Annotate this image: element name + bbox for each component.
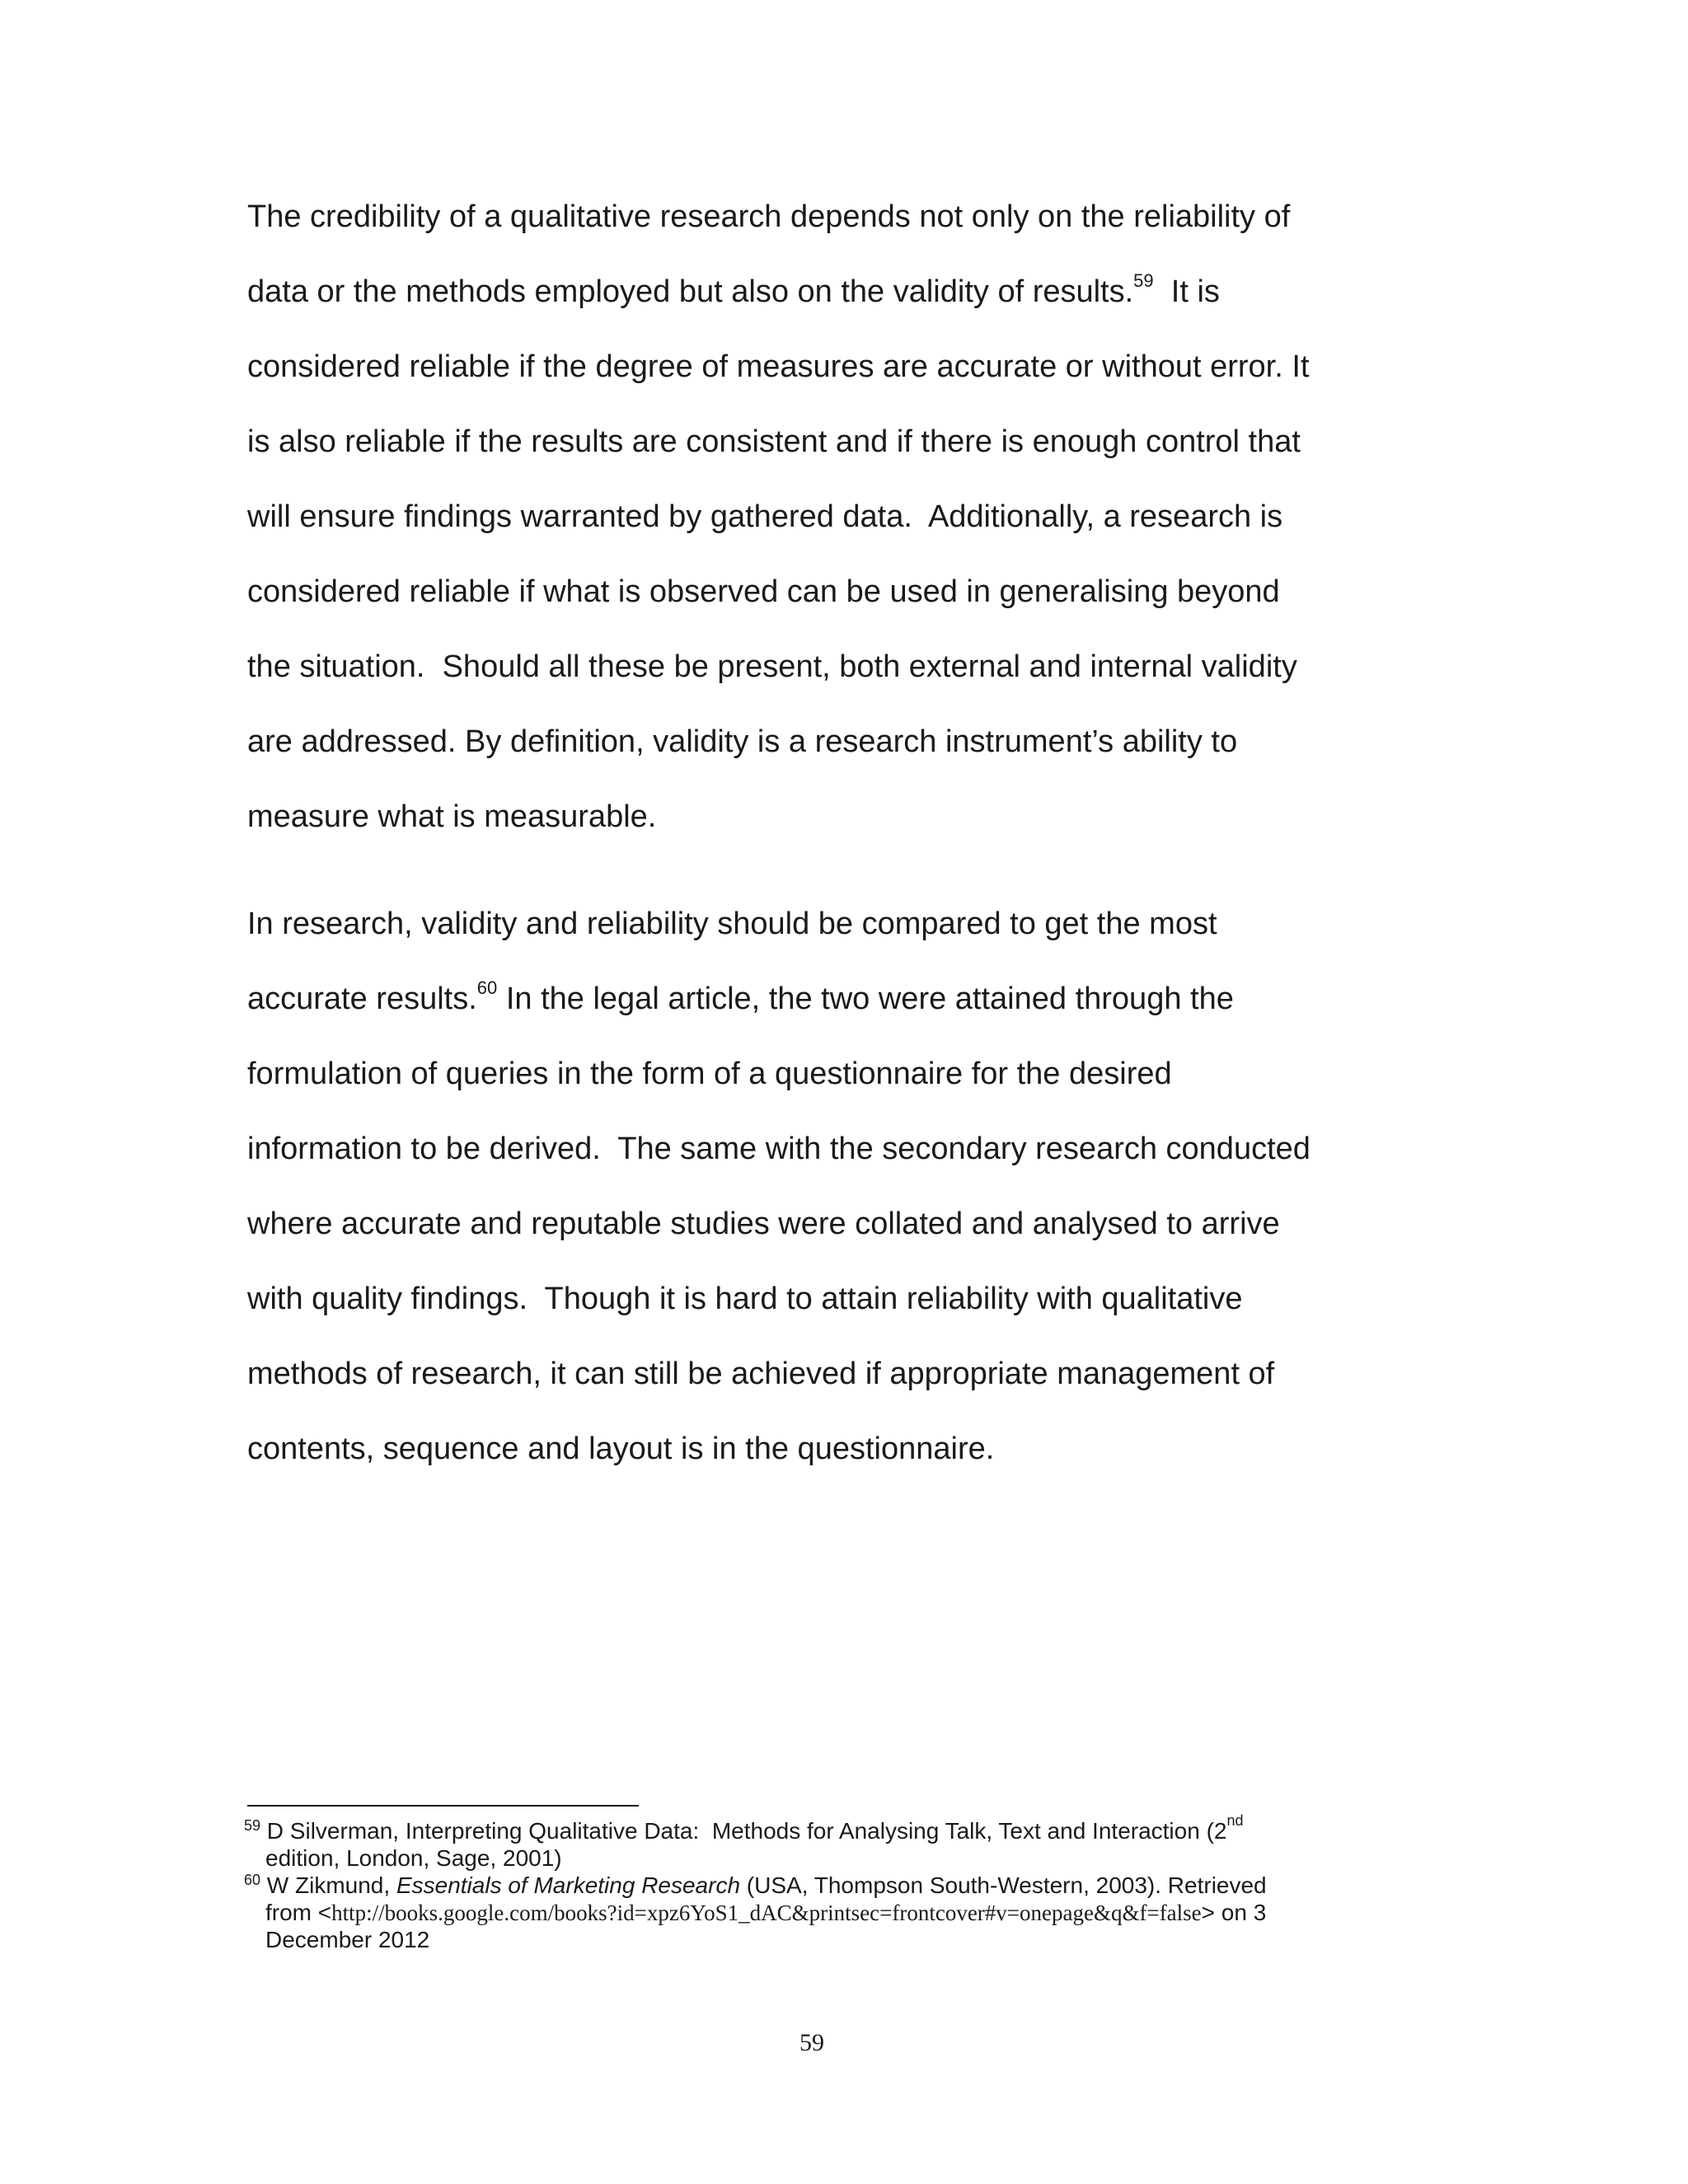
- paragraph-2-line-7: methods of research, it can still be achieved if appropriate management of: [247, 1357, 1275, 1391]
- paragraph-1-line-2-text: data or the methods employed but also on the validity of results.: [247, 274, 1134, 309]
- footnote-60-title: Essentials of Marketing Research: [396, 1872, 741, 1898]
- footnote-ref-60: 60: [476, 977, 498, 999]
- footnote-60-continuation: December 2012: [265, 1927, 430, 1952]
- paragraph-1-line-6: considered reliable if what is observed can be used in generalising beyond: [247, 574, 1280, 609]
- footnote-60-url: http://books.google.com/books?id=xpz6YoS1_dAC&printsec=frontcover#v=onepage&q&f=false: [331, 1900, 1202, 1925]
- paragraph-1-line-3: considered reliable if the degree of measures are accurate or without error. It: [247, 349, 1310, 384]
- paragraph-2-line-5: where accurate and reputable studies were collated and analysed to arrive: [247, 1207, 1280, 1241]
- footnote-59: [244, 1811, 1244, 1844]
- paragraph-2-line-4: information to be derived. The same with the secondary research conducted: [247, 1132, 1311, 1166]
- footnote-59-superscript: nd: [1226, 1811, 1244, 1829]
- paragraph-1-line-4: is also reliable if the results are consistent and if there is enough control that: [247, 424, 1301, 459]
- paragraph-1-line-7: the situation. Should all these be present, both external and internal validity: [247, 649, 1297, 684]
- footnote-60-rest: (USA, Thompson South-Western, 2003). Retrieved: [740, 1872, 1267, 1898]
- footnote-60: [244, 1872, 1267, 1899]
- paragraph-2-line-2: [247, 977, 1234, 1018]
- paragraph-1-line-5: will ensure findings warranted by gathered data. Additionally, a research is: [247, 499, 1283, 534]
- footnote-59-continuation: edition, London, Sage, 2001): [265, 1845, 562, 1871]
- footnote-59-text: D Silverman, Interpreting Qualitative Data: Methods for Analysing Talk, Text and Interaction (2: [260, 1818, 1227, 1844]
- paragraph-2-line-1: In research, validity and reliability should be compared to get the most: [247, 907, 1217, 941]
- footnote-59-number: 59: [244, 1817, 261, 1834]
- footnote-60-number: 60: [244, 1872, 261, 1888]
- footnote-60-author: W Zikmund,: [260, 1872, 396, 1898]
- footnote-ref-59: 59: [1133, 270, 1154, 292]
- paragraph-2-line-3: formulation of queries in the form of a questionnaire for the desired: [247, 1057, 1172, 1091]
- paragraph-2-line-2-text: accurate results.: [247, 982, 477, 1016]
- footnote-60-url-tail: > on 3: [1201, 1900, 1267, 1925]
- paragraph-2-line-6: with quality findings. Though it is hard to attain reliability with qualitative: [247, 1282, 1243, 1316]
- paragraph-2-line-8: contents, sequence and layout is in the questionnaire.: [247, 1432, 995, 1466]
- footnote-60-url-line: [265, 1899, 1266, 1927]
- paragraph-1-line-1: The credibility of a qualitative research depends not only on the reliability of: [247, 199, 1291, 234]
- footnote-separator: [247, 1805, 639, 1807]
- footnote-60-from: from <: [265, 1900, 332, 1925]
- paragraph-1-line-2-tail: It is: [1153, 274, 1220, 309]
- paragraph-2-line-2-tail: In the legal article, the two were attained through the: [497, 982, 1234, 1016]
- paragraph-1-line-9: measure what is measurable.: [247, 799, 657, 834]
- paragraph-1-line-8: are addressed. By definition, validity is a research instrument’s ability to: [247, 724, 1238, 759]
- paragraph-1-line-2: [247, 270, 1220, 311]
- page-number: 59: [799, 2029, 824, 2056]
